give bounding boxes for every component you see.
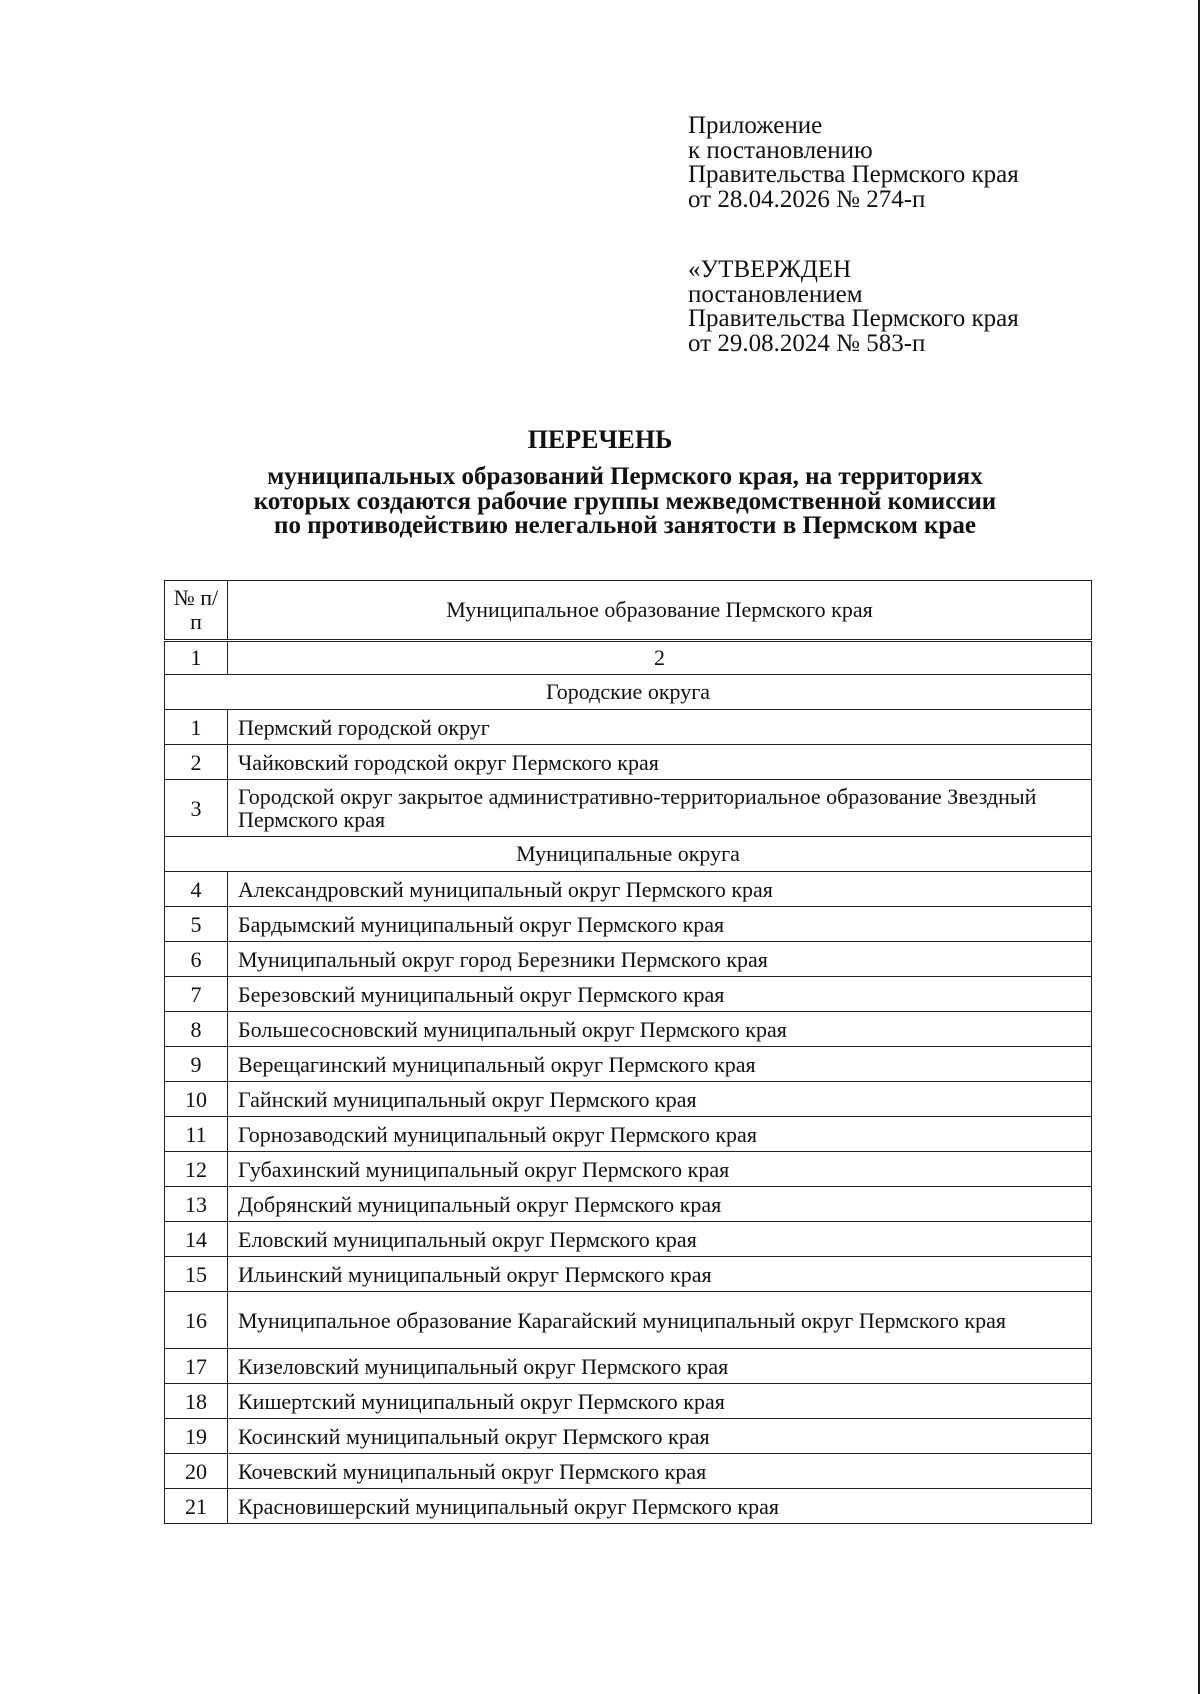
appendix-block	[688, 114, 1019, 212]
column-index-number: 1	[165, 641, 228, 675]
section-row	[165, 675, 1092, 710]
table-row	[165, 1187, 1092, 1222]
municipality-name: Муниципальное образование Карагайский муниципальный округ Пермского края	[228, 1292, 1092, 1349]
row-number: 5	[165, 907, 228, 942]
table-row	[165, 1419, 1092, 1454]
section-title: Городские округа	[165, 675, 1092, 710]
table-row	[165, 872, 1092, 907]
municipality-name: Городской округ закрытое административно-территориальное образование Звездный Пермского края	[228, 780, 1092, 837]
table-row	[165, 1152, 1092, 1187]
approved-line: Правительства Пермского края	[688, 305, 1019, 332]
table-row	[165, 710, 1092, 745]
table-row	[165, 907, 1092, 942]
row-number: 2	[165, 745, 228, 780]
municipality-name: Красновишерский муниципальный округ Пермского края	[228, 1489, 1092, 1524]
table-header-row	[165, 581, 1092, 641]
table-row	[165, 780, 1092, 837]
table-row	[165, 1489, 1092, 1524]
municipality-name: Верещагинский муниципальный округ Пермского края	[228, 1047, 1092, 1082]
row-number: 4	[165, 872, 228, 907]
municipality-name: Ильинский муниципальный округ Пермского края	[228, 1257, 1092, 1292]
column-index-row	[165, 641, 1092, 675]
appendix-line: от 28.04.2026 № 274-п	[688, 185, 926, 213]
municipality-name: Кизеловский муниципальный округ Пермского края	[228, 1349, 1092, 1384]
subtitle-line: которых создаются рабочие группы межведомственной комиссии	[253, 487, 997, 515]
table-row	[165, 1117, 1092, 1152]
row-number: 19	[165, 1419, 228, 1454]
municipality-name: Пермский городской округ	[228, 710, 1092, 745]
row-number: 21	[165, 1489, 228, 1524]
document-title: ПЕРЕЧЕНЬ	[527, 425, 673, 454]
header-name: Муниципальное образование Пермского края	[228, 581, 1092, 641]
table-row	[165, 745, 1092, 780]
header-number: № п/п	[165, 581, 228, 641]
section-row	[165, 837, 1092, 872]
municipality-name: Гайнский муниципальный округ Пермского края	[228, 1082, 1092, 1117]
table-row	[165, 1257, 1092, 1292]
table-row	[165, 1292, 1092, 1349]
approved-line: постановлением	[688, 280, 863, 308]
approved-line: от 29.08.2024 № 583-п	[688, 329, 926, 357]
row-number: 13	[165, 1187, 228, 1222]
municipality-name: Еловский муниципальный округ Пермского края	[228, 1222, 1092, 1257]
table-row	[165, 1047, 1092, 1082]
municipality-name: Бардымский муниципальный округ Пермского края	[228, 907, 1092, 942]
table-row	[165, 942, 1092, 977]
municipality-name: Березовский муниципальный округ Пермского края	[228, 977, 1092, 1012]
municipality-name: Горнозаводский муниципальный округ Пермского края	[228, 1117, 1092, 1152]
municipality-name: Муниципальный округ город Березники Пермского края	[228, 942, 1092, 977]
subtitle-line: муниципальных образований Пермского края, на территориях	[267, 463, 983, 490]
municipality-name: Добрянский муниципальный округ Пермского края	[228, 1187, 1092, 1222]
municipality-name: Косинский муниципальный округ Пермского края	[228, 1419, 1092, 1454]
appendix-line: к постановлению	[688, 136, 873, 164]
row-number: 17	[165, 1349, 228, 1384]
row-number: 3	[165, 780, 228, 837]
row-number: 12	[165, 1152, 228, 1187]
row-number: 11	[165, 1117, 228, 1152]
subtitle-line: по противодействию нелегальной занятости в Пермском крае	[274, 512, 976, 539]
table-row	[165, 1454, 1092, 1489]
table-row	[165, 1012, 1092, 1047]
appendix-line: Приложение	[688, 112, 823, 139]
row-number: 16	[165, 1292, 228, 1349]
municipality-name: Кишертский муниципальный округ Пермского края	[228, 1384, 1092, 1419]
row-number: 9	[165, 1047, 228, 1082]
section-title: Муниципальные округа	[165, 837, 1092, 872]
row-number: 10	[165, 1082, 228, 1117]
column-index-name: 2	[228, 641, 1092, 675]
municipality-name: Большесосновский муниципальный округ Пермского края	[228, 1012, 1092, 1047]
municipalities-table	[164, 580, 1092, 1524]
municipality-name: Губахинский муниципальный округ Пермского края	[228, 1152, 1092, 1187]
row-number: 1	[165, 710, 228, 745]
appendix-line: Правительства Пермского края	[688, 161, 1019, 188]
row-number: 7	[165, 977, 228, 1012]
row-number: 18	[165, 1384, 228, 1419]
approved-block	[688, 258, 1019, 356]
table-row	[165, 1384, 1092, 1419]
row-number: 15	[165, 1257, 228, 1292]
row-number: 8	[165, 1012, 228, 1047]
municipality-name: Чайковский городской округ Пермского края	[228, 745, 1092, 780]
table-body	[165, 641, 1092, 1524]
municipality-name: Александровский муниципальный округ Пермского края	[228, 872, 1092, 907]
table-row	[165, 977, 1092, 1012]
approved-line: «УТВЕРЖДЕН	[688, 256, 852, 283]
table-row	[165, 1222, 1092, 1257]
table-row	[165, 1082, 1092, 1117]
row-number: 20	[165, 1454, 228, 1489]
document-subtitle	[160, 465, 1090, 539]
table-row	[165, 1349, 1092, 1384]
municipality-name: Кочевский муниципальный округ Пермского края	[228, 1454, 1092, 1489]
row-number: 6	[165, 942, 228, 977]
row-number: 14	[165, 1222, 228, 1257]
